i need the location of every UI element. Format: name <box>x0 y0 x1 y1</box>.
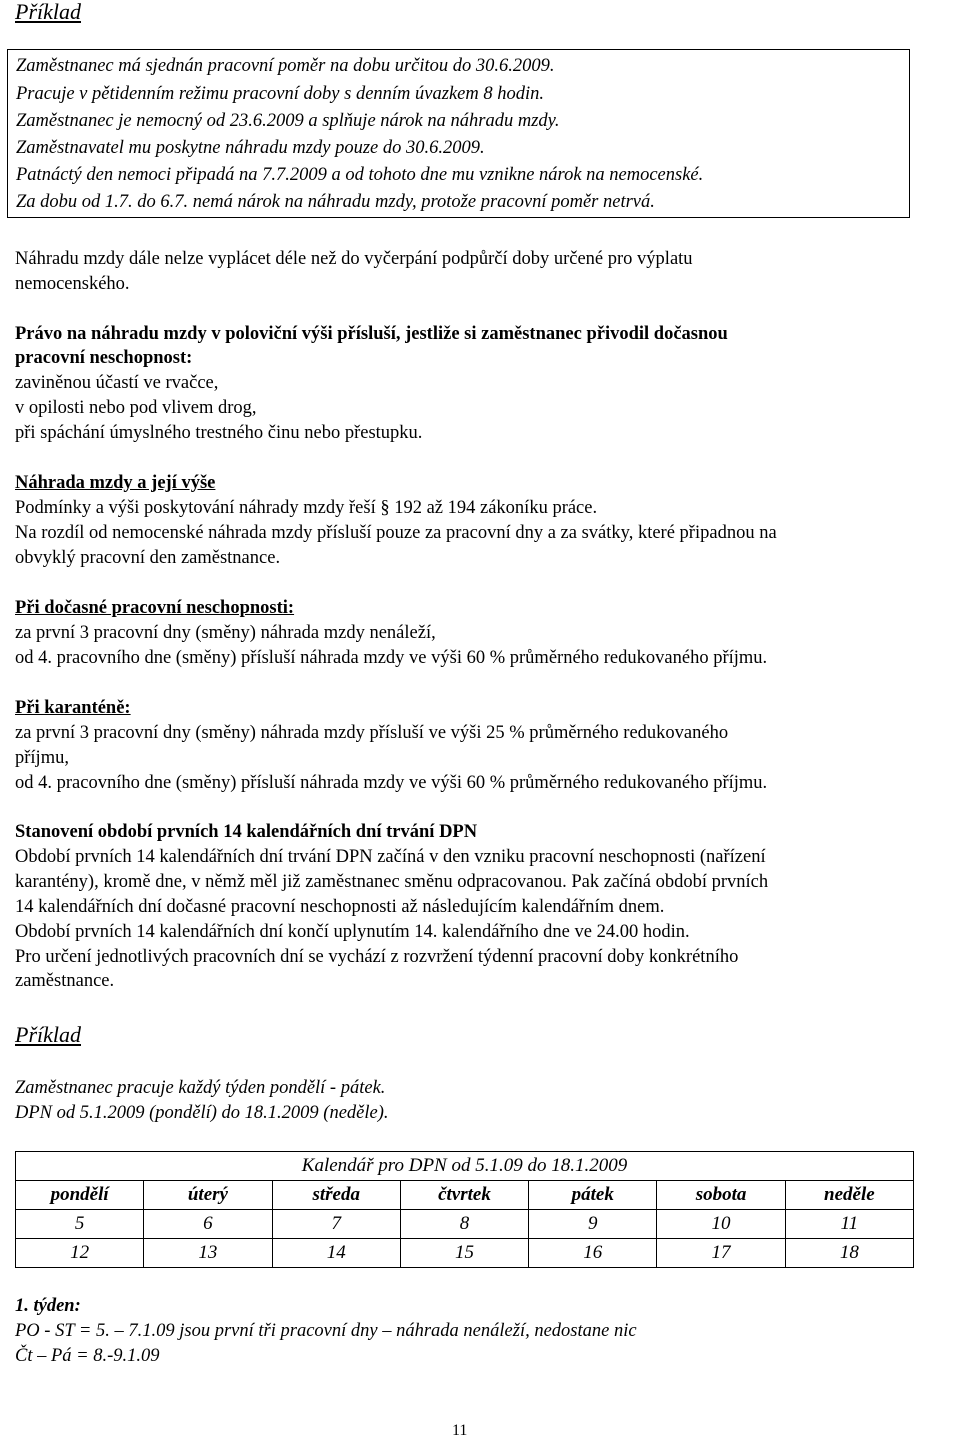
paragraph-line: Na rozdíl od nemocenské náhrada mzdy přísluší pouze za pracovní dny a za svátky, které připadnou na <box>15 523 777 543</box>
example-heading: Příklad <box>15 0 81 24</box>
bold-paragraph-line: pracovní neschopnost: <box>15 348 193 368</box>
example-box <box>7 49 910 218</box>
calendar-cell: 17 <box>657 1239 785 1268</box>
list-item: při spáchání úmyslného trestného činu nebo přestupku. <box>15 423 423 443</box>
calendar-cell: 15 <box>400 1239 528 1268</box>
week-heading: 1. týden: <box>15 1296 81 1316</box>
calendar-day-header: neděle <box>785 1181 913 1210</box>
paragraph-line: obvyklý pracovní den zaměstnance. <box>15 548 281 568</box>
paragraph-line: Podmínky a výši poskytování náhrady mzdy řeší § 192 až 194 zákoníku práce. <box>15 498 598 518</box>
calendar-day-header: čtvrtek <box>400 1181 528 1210</box>
box-line: Pracuje v pětidenním režimu pracovní doby s denním úvazkem 8 hodin. <box>16 84 544 104</box>
example-heading-2: Příklad <box>15 1022 81 1047</box>
section-heading-vyse: Náhrada mzdy a její výše <box>15 473 216 493</box>
bold-paragraph-line: Právo na náhradu mzdy v poloviční výši přísluší, jestliže si zaměstnanec přivodil dočasnou <box>15 324 728 344</box>
paragraph-line: příjmu, <box>15 748 69 768</box>
paragraph-line: Pro určení jednotlivých pracovních dní se vychází z rozvržení týdenní pracovní doby konkrétního <box>15 947 739 967</box>
calendar-day-header: pátek <box>529 1181 657 1210</box>
calendar-cell: 14 <box>272 1239 400 1268</box>
paragraph-line: zaměstnance. <box>15 971 115 991</box>
calendar-title: Kalendář pro DPN od 5.1.09 do 18.1.2009 <box>16 1152 914 1181</box>
calendar-table <box>15 1151 914 1268</box>
section-heading-neschopnost: Při dočasné pracovní neschopnosti: <box>15 598 295 618</box>
box-line: Zaměstnanec je nemocný od 23.6.2009 a splňuje nárok na náhradu mzdy. <box>16 111 560 131</box>
list-item: v opilosti nebo pod vlivem drog, <box>15 398 257 418</box>
example-line: Zaměstnanec pracuje každý týden pondělí - pátek. <box>15 1078 386 1098</box>
page-number: 11 <box>452 1422 468 1439</box>
paragraph-line: Náhradu mzdy dále nelze vyplácet déle než do vyčerpání podpůrčí doby určené pro výplatu <box>15 249 693 269</box>
week-line: PO - ST = 5. – 7.1.09 jsou první tři pracovní dny – náhrada nenáleží, nedostane nic <box>15 1321 637 1341</box>
calendar-header-row <box>16 1181 914 1210</box>
paragraph-line: nemocenského. <box>15 274 130 294</box>
calendar-row <box>16 1239 914 1268</box>
calendar-cell: 7 <box>272 1210 400 1239</box>
calendar-cell: 13 <box>144 1239 272 1268</box>
paragraph-line: 14 kalendářních dní dočasné pracovní neschopnosti až následujícím kalendářním dnem. <box>15 897 665 917</box>
box-line: Za dobu od 1.7. do 6.7. nemá nárok na náhradu mzdy, protože pracovní poměr netrvá. <box>16 192 655 212</box>
paragraph-line: Období prvních 14 kalendářních dní trvání DPN začíná v den vzniku pracovní neschopnosti (nařízení <box>15 847 766 867</box>
calendar-cell: 9 <box>529 1210 657 1239</box>
calendar-row <box>16 1210 914 1239</box>
paragraph-line: Období prvních 14 kalendářních dní končí uplynutím 14. kalendářního dne ve 24.00 hodin. <box>15 922 690 942</box>
calendar-day-header: středa <box>272 1181 400 1210</box>
section-heading-obdobi: Stanovení období prvních 14 kalendářních dní trvání DPN <box>15 822 478 842</box>
calendar-cell: 10 <box>657 1210 785 1239</box>
box-line: Zaměstnavatel mu poskytne náhradu mzdy pouze do 30.6.2009. <box>16 138 485 158</box>
calendar-day-header: pondělí <box>16 1181 144 1210</box>
paragraph-line: od 4. pracovního dne (směny) přísluší náhrada mzdy ve výši 60 % průměrného redukovaného příjmu. <box>15 773 768 793</box>
calendar-cell: 12 <box>16 1239 144 1268</box>
section-heading-karantena: Při karanténě: <box>15 698 131 718</box>
calendar-cell: 18 <box>785 1239 913 1268</box>
calendar-cell: 5 <box>16 1210 144 1239</box>
paragraph-line: za první 3 pracovní dny (směny) náhrada mzdy přísluší ve výši 25 % průměrného redukovaného <box>15 723 729 743</box>
calendar-day-header: sobota <box>657 1181 785 1210</box>
week-line: Čt – Pá = 8.-9.1.09 <box>15 1346 160 1366</box>
example-line: DPN od 5.1.2009 (pondělí) do 18.1.2009 (neděle). <box>15 1103 389 1123</box>
box-line: Patnáctý den nemoci připadá na 7.7.2009 a od tohoto dne mu vznikne nárok na nemocenské. <box>16 165 704 185</box>
paragraph-line: od 4. pracovního dne (směny) přísluší náhrada mzdy ve výši 60 % průměrného redukovaného příjmu. <box>15 648 768 668</box>
calendar-cell: 11 <box>785 1210 913 1239</box>
calendar-cell: 16 <box>529 1239 657 1268</box>
list-item: zaviněnou účastí ve rvačce, <box>15 373 219 393</box>
box-line: Zaměstnanec má sjednán pracovní poměr na dobu určitou do 30.6.2009. <box>16 56 555 76</box>
paragraph-line: za první 3 pracovní dny (směny) náhrada mzdy nenáleží, <box>15 623 436 643</box>
calendar-day-header: úterý <box>144 1181 272 1210</box>
calendar-cell: 6 <box>144 1210 272 1239</box>
paragraph-line: karantény), kromě dne, v němž měl již zaměstnanec směnu odpracovanou. Pak začíná období prvních <box>15 872 769 892</box>
calendar-cell: 8 <box>400 1210 528 1239</box>
